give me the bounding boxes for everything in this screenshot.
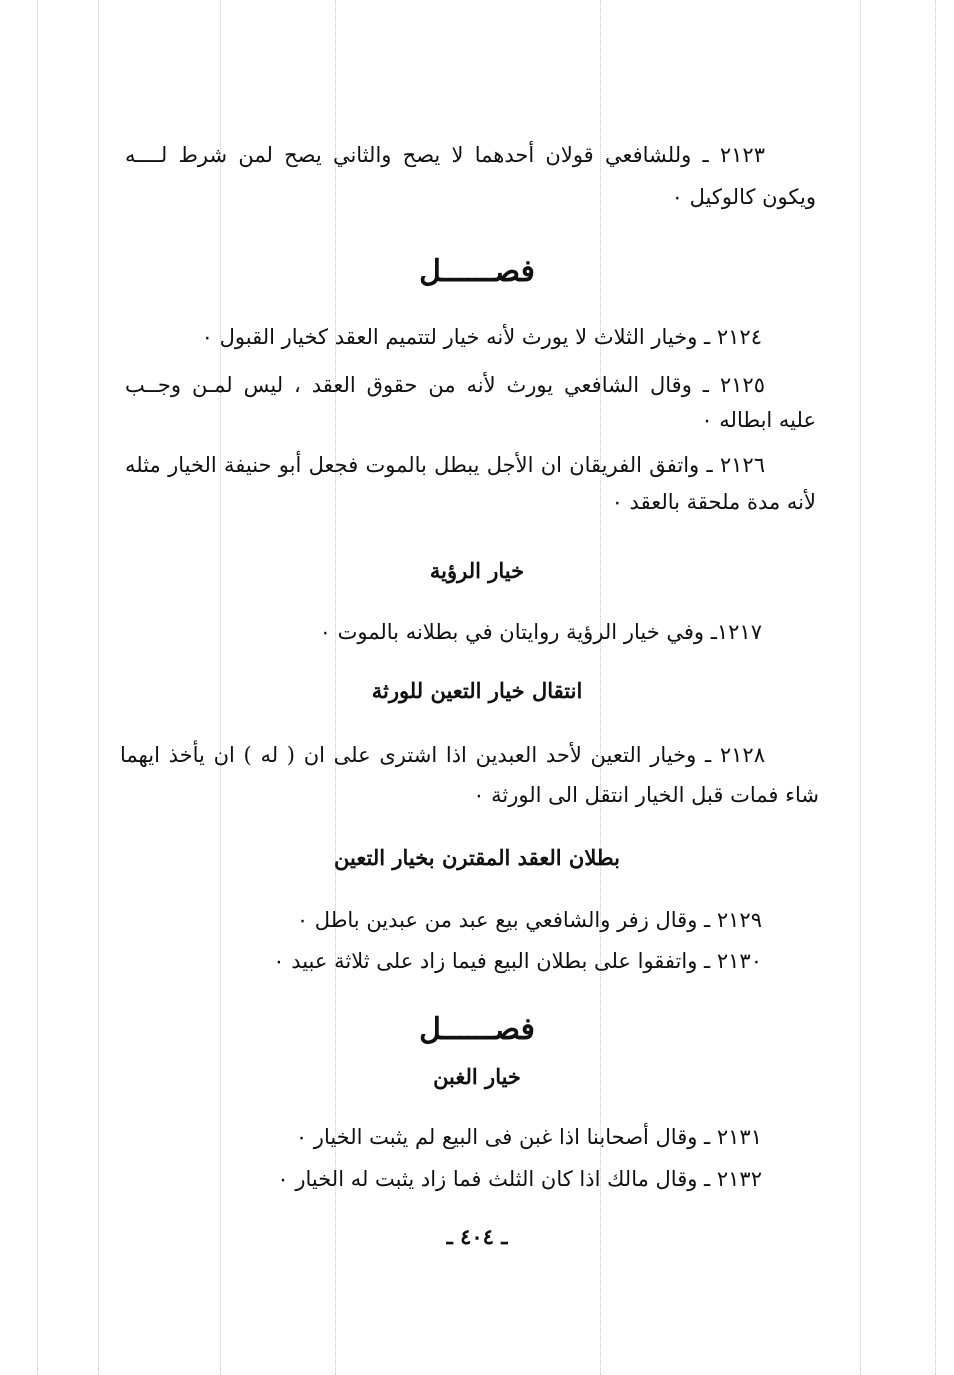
paragraph-2126-line-2: لأنه مدة ملحقة بالعقد ٠ — [611, 490, 816, 514]
section-heading-butlan-aqd: بطلان العقد المقترن بخيار التعين — [334, 845, 620, 870]
section-heading-intiqal-khiyar: انتقال خيار التعين للورثة — [371, 678, 583, 703]
paragraph-2125-line-1: ٢١٢٥ ـ وقال الشافعي يورث لأنه من حقوق العقد ، ليس لمـن وجــب — [125, 373, 765, 397]
section-heading-khiyar-ruya: خيار الرؤية — [429, 558, 525, 583]
page-number: ـ ٤٠٤ ـ — [446, 1224, 508, 1249]
paragraph-1217: ١٢١٧ـ وفي خيار الرؤية روايتان في بطلانه بالموت ٠ — [319, 620, 762, 644]
paragraph-2126-line-1: ٢١٢٦ ـ واتفق الفريقان ان الأجل يبطل بالموت فجعل أبو حنيفة الخيار مثله — [125, 453, 765, 477]
paragraph-2125-line-2: عليه ابطاله ٠ — [701, 408, 816, 432]
paragraph-2132: ٢١٣٢ ـ وقال مالك اذا كان الثلث فما زاد يثبت له الخيار ٠ — [277, 1167, 762, 1191]
paragraph-2131: ٢١٣١ ـ وقال أصحابنا اذا غبن فى البيع لم يثبت الخيار ٠ — [295, 1125, 762, 1149]
paragraph-2128-line-1: ٢١٢٨ ـ وخيار التعين لأحد العبدين اذا اشترى على ان ( له ) ان يأخذ ايهما — [120, 743, 765, 767]
section-heading-khiyar-ghubn: خيار الغبن — [433, 1064, 521, 1089]
paragraph-2129: ٢١٢٩ ـ وقال زفر والشافعي بيع عبد من عبدين باطل ٠ — [296, 908, 762, 932]
section-heading-fasl: فصــــــل — [419, 1012, 535, 1047]
paragraph-2128-line-2: شاء فمات قبل الخيار انتقل الى الورثة ٠ — [473, 783, 819, 807]
section-heading-fasl: فصــــــل — [419, 254, 535, 289]
paragraph-2124: ٢١٢٤ ـ وخيار الثلاث لا يورث لأنه خيار لتتميم العقد كخيار القبول ٠ — [201, 325, 762, 349]
paragraph-2130: ٢١٣٠ ـ واتفقوا على بطلان البيع فيما زاد على ثلاثة عبيد ٠ — [273, 949, 762, 973]
paragraph-2123-line-2: ويكون كالوكيل ٠ — [671, 185, 816, 209]
paragraph-2123-line-1: ٢١٢٣ ـ وللشافعي قولان أحدهما لا يصح والثاني يصح لمن شرط لــــه — [125, 143, 765, 167]
